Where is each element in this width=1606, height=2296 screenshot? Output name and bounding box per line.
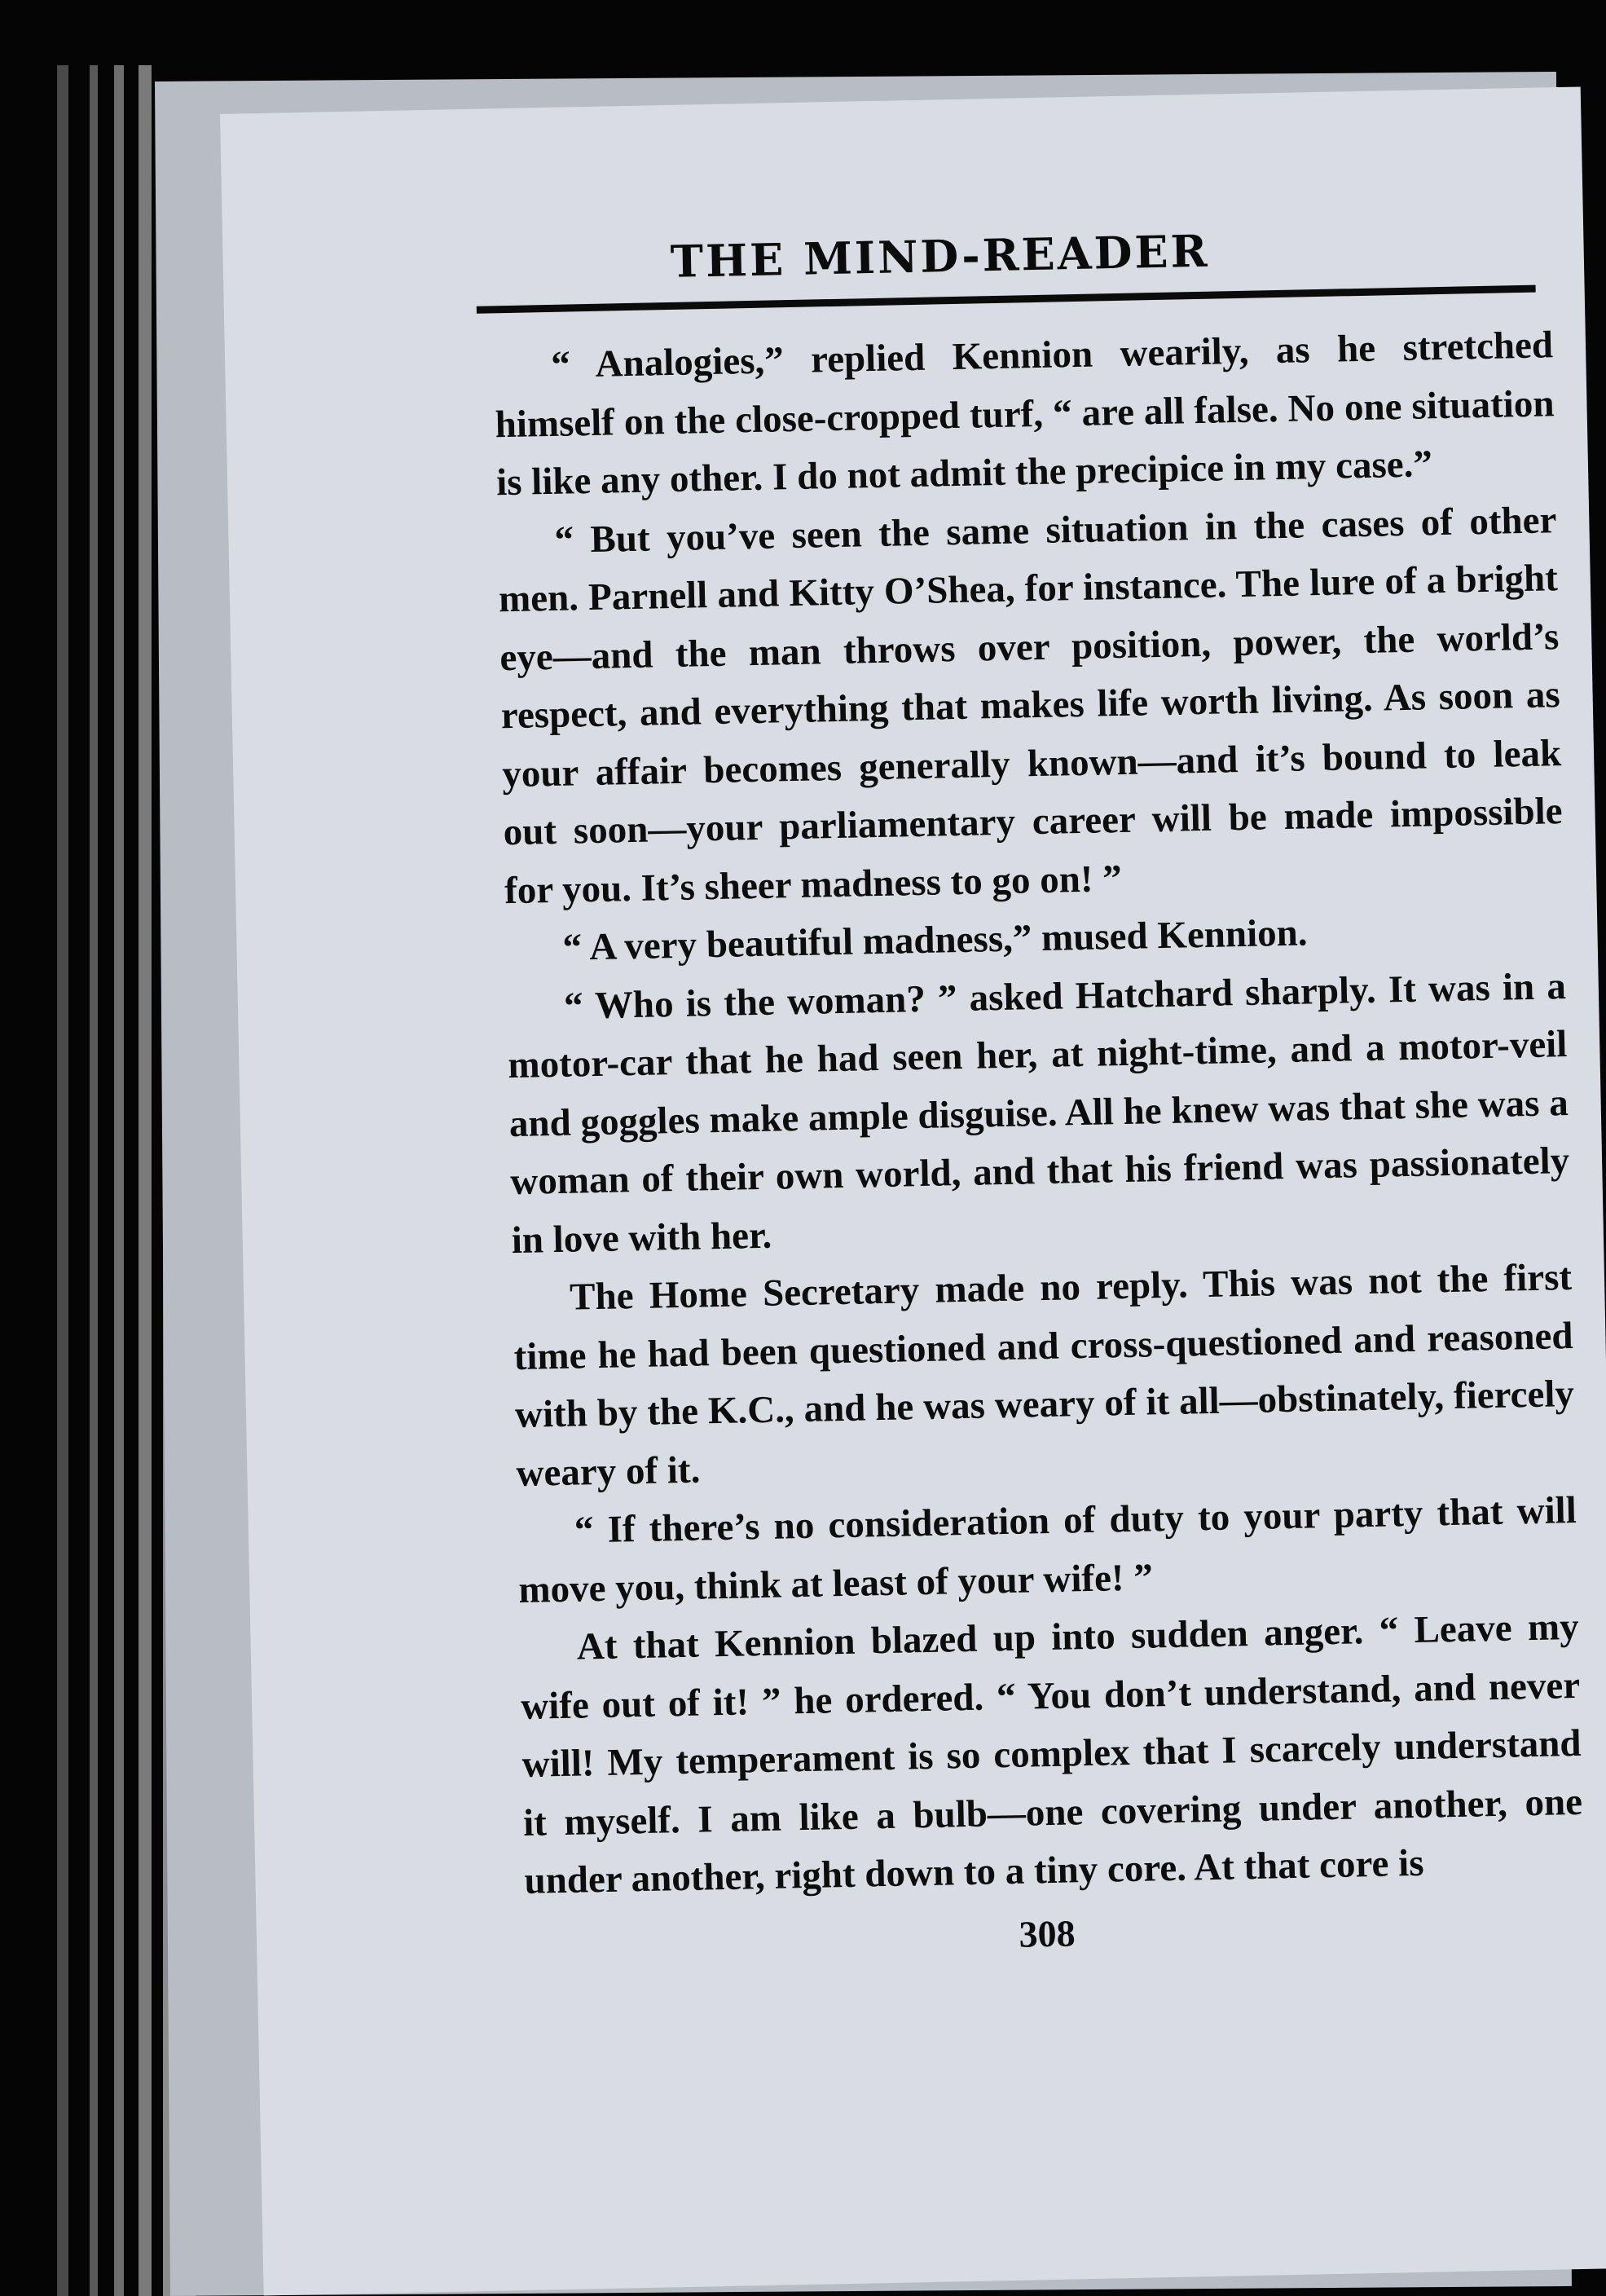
paragraph: “ A very beautiful madness,” mused Kennion. <box>562 911 1308 969</box>
page-edge <box>139 65 152 2296</box>
body-text <box>494 316 1584 1910</box>
page-edge <box>57 65 68 2296</box>
paragraph: “ Who is the woman? ” asked Hatchard sharply. It was in a motor-car that he had seen her, at night-time, and a motor-veil and goggles make ample disguise. All he knew was that she was a woman of their own world, and that his friend was passionately in love with her. <box>507 964 1570 1262</box>
page-content <box>483 220 1583 1966</box>
page-edge <box>90 65 98 2296</box>
paragraph: “ But you’ve seen the same situation in the cases of other men. Parnell and Kitty O’Shea, for instance. The lure of a bright eye—and the man throws over position, power, the world’s respect, and everything that makes life worth living. As soon as your affair becomes generally known—and it’s bound to leak out soon—your parliamentary career will be made impossible for you. It’s sheer madness to go on! ” <box>498 498 1564 912</box>
page-number: 308 <box>1018 1911 1076 1955</box>
running-head: THE MIND-READER <box>670 224 1211 288</box>
paragraph: At that Kennion blazed up into sudden anger. “ Leave my wife out of it! ” he ordered. “ You don’t understand, and never will! My temperament is so complex that I scarcely understand it myself. I am like a bulb—one covering under another, one under another, right down to a tiny core. At that core is <box>520 1605 1583 1902</box>
book-page <box>220 86 1606 2295</box>
paragraph: “ If there’s no consideration of duty to your party that will move you, think at least of your wife! ” <box>517 1488 1577 1611</box>
page-edge <box>114 65 124 2296</box>
paragraph: The Home Secretary made no reply. This was not the first time he had been questioned and cross-questioned and reasoned with by the K.C., and he was weary of it all—obstinately, fiercely weary of it. <box>513 1255 1575 1495</box>
header-rule <box>477 285 1536 314</box>
paragraph: “ Analogies,” replied Kennion wearily, as he stretched himself on the close-cropped turf, “ are all false. No one situation is like any other. I do not admit the precipice in my case.” <box>495 324 1555 505</box>
